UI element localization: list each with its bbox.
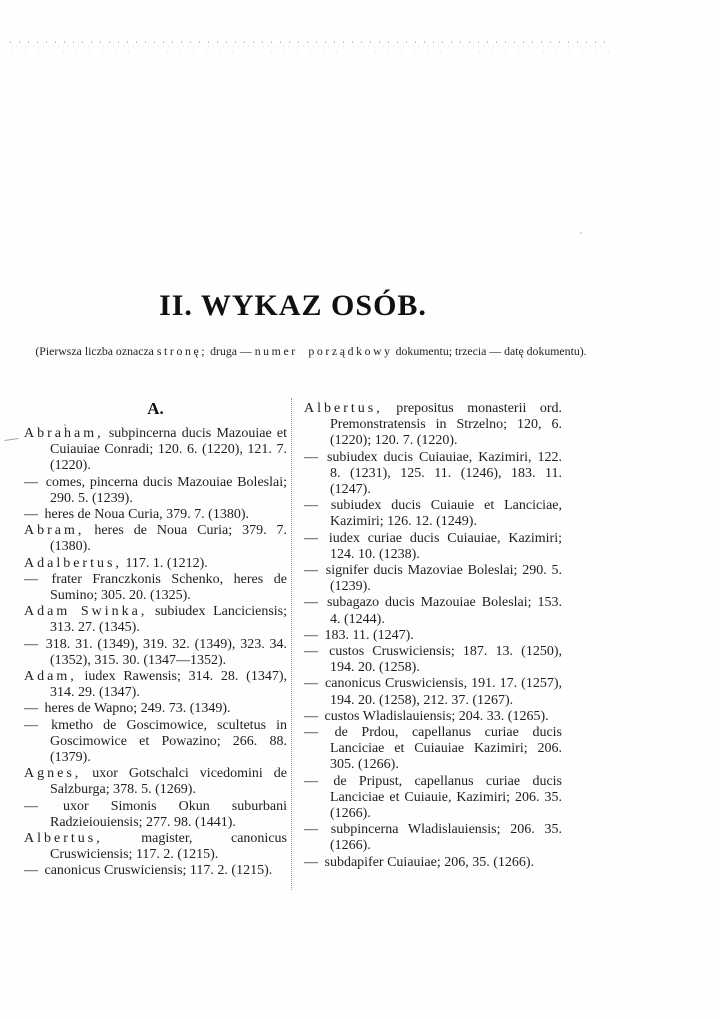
- index-entry: — heres de Wapno; 249. 73. (1349).: [24, 701, 231, 717]
- entry-person-name: Abraham,: [24, 426, 104, 441]
- entry-repeat-dash: —: [24, 636, 38, 652]
- entry-list-left: [24, 426, 287, 880]
- entry-repeat-dash: —: [24, 798, 38, 814]
- index-entry: Abram, heres de Noua Curia; 379. 7. (1380).: [24, 523, 287, 555]
- entry-repeat-dash: —: [304, 498, 318, 514]
- subtitle-spaced-word: numer porządkowy: [254, 344, 393, 358]
- entry-repeat-dash: —: [304, 854, 318, 870]
- index-entry: — subiudex ducis Cuiauie et Lanciciae, Kazimiri; 126. 12. (1249).: [304, 498, 562, 530]
- scan-noise-artifact: [10, 38, 610, 54]
- entry-repeat-dash: —: [24, 507, 38, 523]
- entry-person-name: Albertus,: [24, 831, 103, 847]
- index-entry: Adalbertus, 117. 1. (1212).: [24, 555, 208, 571]
- entry-repeat-dash: —: [24, 474, 38, 490]
- entry-repeat-dash: —: [24, 717, 38, 733]
- index-entry: — heres de Noua Curia, 379. 7. (1380).: [24, 507, 250, 523]
- index-entry: — subiudex ducis Cuiauiae, Kazimiri, 122. 8. (1231), 125. 11. (1246), 183. 11. (1247).: [304, 449, 562, 498]
- entry-repeat-dash: —: [304, 595, 318, 611]
- index-entry: Agnes, uxor Gotschalci vicedomini de Salzburga; 378. 5. (1269).: [24, 766, 287, 798]
- entry-person-name: Albertus,: [304, 401, 383, 416]
- index-entry: — custos Wladislauiensis; 204. 33. (1265).: [304, 708, 549, 724]
- entry-repeat-dash: —: [304, 563, 318, 579]
- index-entry: — subpincerna Wladislauiensis; 206. 35. (1266).: [304, 822, 562, 854]
- entry-repeat-dash: —: [304, 773, 318, 789]
- index-entry: — de Pripust, capellanus curiae ducis Lanciciae et Cuiauie, Kazimiri; 206. 35. (1266).: [304, 773, 562, 822]
- index-entry: — frater Franczkonis Schenko, heres de Sumino; 305. 20. (1325).: [24, 571, 287, 604]
- index-entry: Adam Swinka, subiudex Lanciciensis; 313. 27. (1345).: [24, 604, 287, 636]
- scan-artifact-mark: [5, 438, 20, 447]
- subtitle-text: (Pierwsza liczba oznacza: [35, 344, 157, 358]
- index-entry: — custos Cruswiciensis; 187. 13. (1250), 194. 20. (1258).: [304, 644, 562, 676]
- entry-person-name: Agnes,: [24, 766, 82, 782]
- scan-artifact-dot: [580, 232, 582, 234]
- index-entry: — subdapifer Cuiauiae; 206, 35. (1266).: [304, 854, 535, 870]
- index-entry: — 183. 11. (1247).: [304, 627, 414, 643]
- index-entry: — uxor Simonis Okun suburbani Radzieiouiensis; 277. 98. (1441).: [24, 798, 287, 830]
- index-entry: Adam, iudex Rawensis; 314. 28. (1347), 314. 29. (1347).: [24, 669, 287, 701]
- entry-person-name: Abram,: [24, 523, 85, 539]
- index-entry: — canonicus Cruswiciensis, 191. 17. (1257), 194. 20. (1258), 212. 37. (1267).: [304, 676, 562, 708]
- entry-repeat-dash: —: [304, 676, 318, 692]
- entry-repeat-dash: —: [304, 725, 318, 741]
- index-entry: — subagazo ducis Mazouiae Boleslai; 153. 4. (1244).: [304, 595, 562, 627]
- entry-person-name: Adam,: [24, 669, 77, 685]
- index-entry: — kmetho de Goscimowice, scultetus in Goscimowice et Powazino; 266. 88. (1379).: [24, 717, 287, 766]
- index-entry: — iudex curiae ducis Cuiauiae, Kazimiri; 124. 10. (1238).: [304, 530, 562, 562]
- subtitle-text: druga —: [207, 344, 255, 358]
- subtitle: [14, 343, 608, 361]
- page-title: II. WYKAZ OSÓB.: [159, 289, 427, 322]
- index-entry: Albertus, prepositus monasterii ord. Premonstratensis in Strzelno; 120, 6. (1220); 120. 7. (1220).: [304, 401, 562, 449]
- subtitle-text: dokumentu; trzecia — datę dokumentu).: [392, 344, 587, 358]
- entry-person-name: Adam Swinka,: [24, 604, 148, 620]
- index-entry: — 318. 31. (1349), 319. 32. (1349), 323. 34. (1352), 315. 30. (1347—1352).: [24, 636, 287, 668]
- index-column-left: [24, 398, 287, 880]
- column-divider: [291, 398, 292, 890]
- entry-repeat-dash: —: [304, 708, 318, 724]
- index-entry: Abraham, subpincerna ducis Mazouiae et Cuiauiae Conradi; 120. 6. (1220), 121. 7. (1220).: [24, 426, 287, 474]
- entry-person-name: Adalbertus,: [24, 555, 122, 571]
- index-entry: — comes, pincerna ducis Mazouiae Boleslai; 290. 5. (1239).: [24, 474, 287, 506]
- entry-repeat-dash: —: [24, 701, 38, 717]
- entry-repeat-dash: —: [304, 822, 318, 838]
- index-entry: — signifer ducis Mazoviae Boleslai; 290. 5. (1239).: [304, 563, 562, 595]
- entry-repeat-dash: —: [24, 863, 38, 879]
- entry-repeat-dash: —: [304, 644, 318, 660]
- index-entry: — canonicus Cruswiciensis; 117. 2. (1215).: [24, 863, 273, 879]
- section-letter: A.: [147, 399, 164, 418]
- index-column-right: [304, 398, 562, 871]
- entry-repeat-dash: —: [24, 571, 38, 587]
- subtitle-spaced-word: stronę;: [156, 344, 208, 358]
- index-entry: — de Prdou, capellanus curiae ducis Lanciciae et Cuiauiae Kazimiri; 206. 305. (1266).: [304, 725, 562, 773]
- entry-repeat-dash: —: [304, 530, 318, 546]
- entry-repeat-dash: —: [304, 627, 318, 643]
- index-columns: [24, 398, 562, 890]
- index-entry: Albertus, magister, canonicus Cruswiciensis; 117. 2. (1215).: [24, 831, 287, 863]
- entry-repeat-dash: —: [304, 449, 318, 465]
- entry-list-right: [304, 401, 562, 871]
